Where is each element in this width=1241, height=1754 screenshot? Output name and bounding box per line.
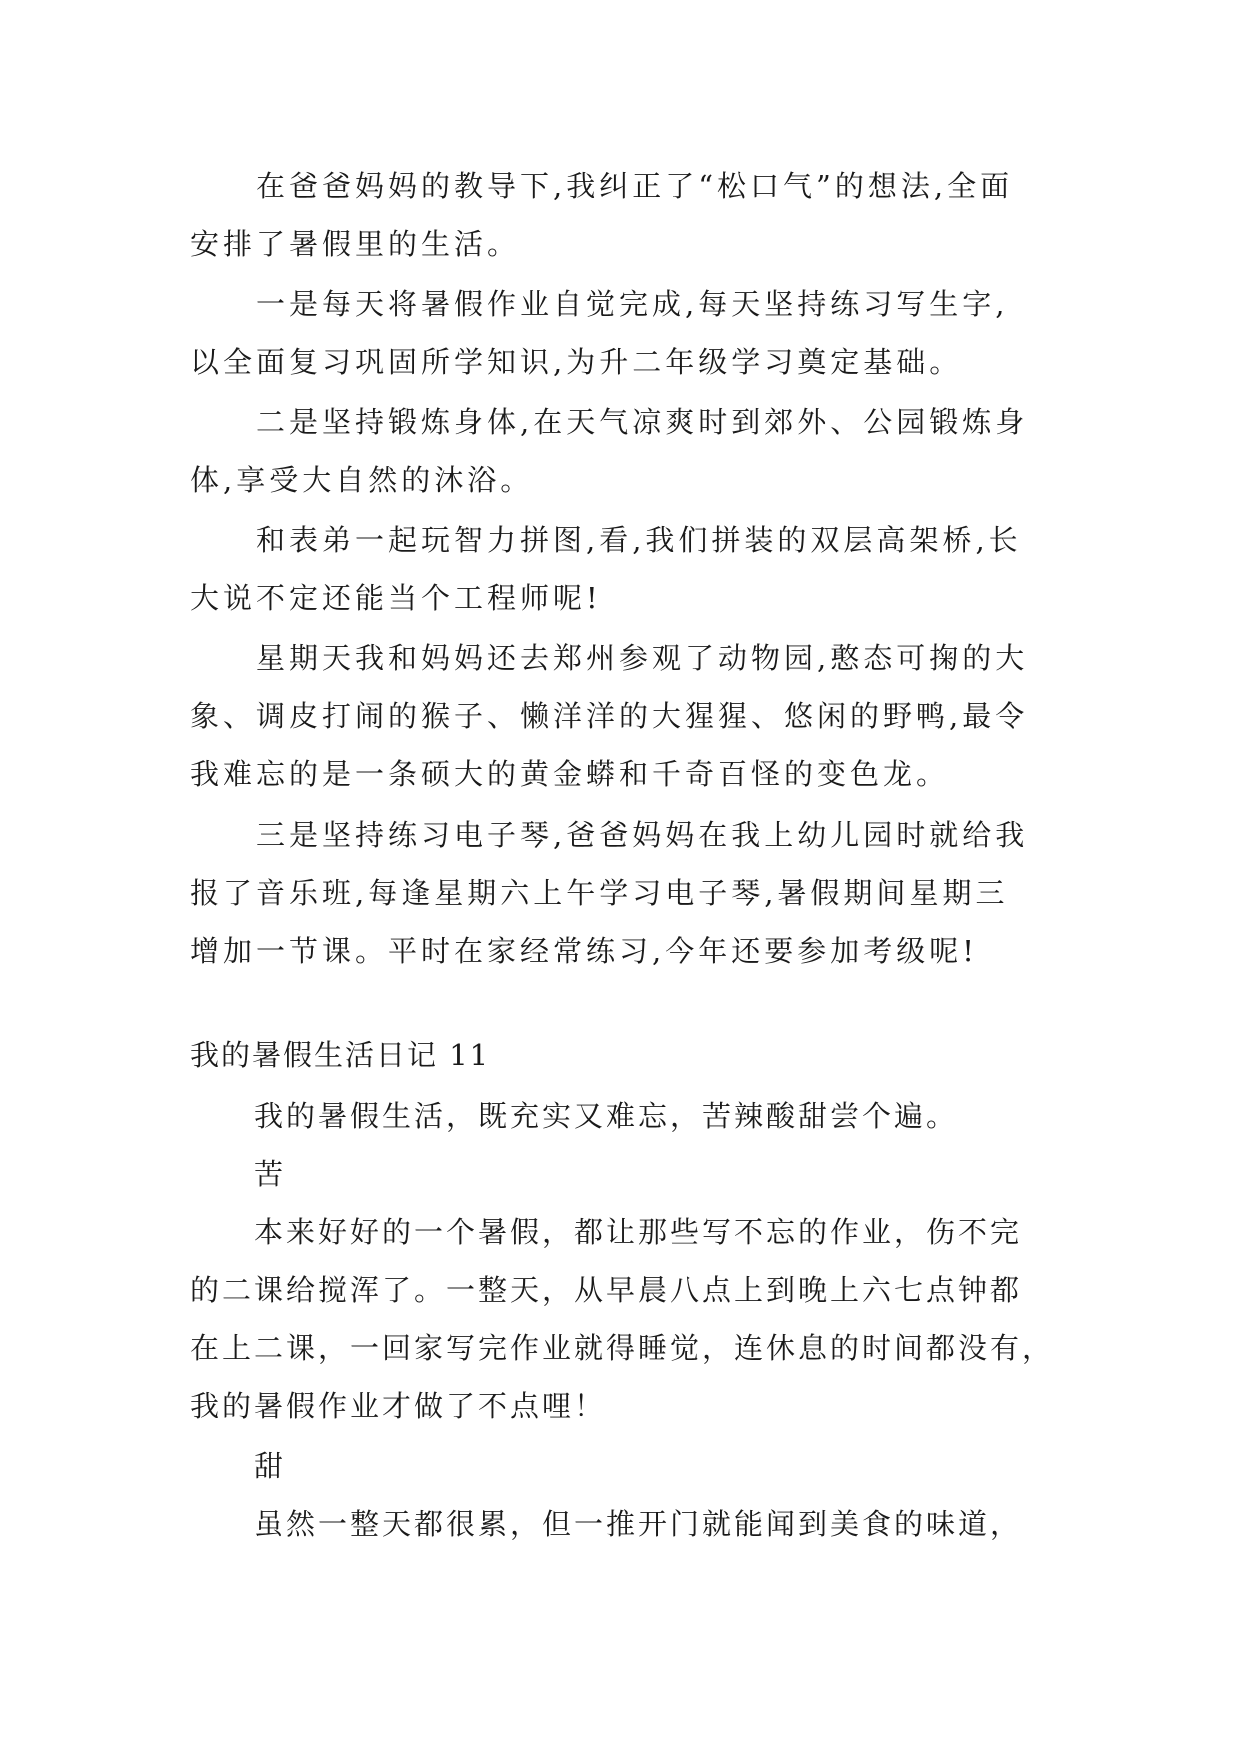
- section-heading: 我的暑假生活日记 11: [190, 1038, 491, 1072]
- paragraph: [190, 1087, 1050, 1145]
- text-line: 本来好好的一个暑假，都让那些写不忘的作业，伤不完: [190, 1215, 1023, 1249]
- paragraph: [190, 275, 1050, 391]
- text-line: 在爸爸妈妈的教导下,我纠正了“松口气”的想法,全面: [190, 169, 1014, 203]
- paragraph: [190, 511, 1050, 627]
- text-line: 二是坚持锻炼身体,在天气凉爽时到郊外、公园锻炼身: [190, 405, 1029, 439]
- text-line: 在上二课，一回家写完作业就得睡觉，连休息的时间都没有，: [190, 1331, 1055, 1365]
- paragraph: [190, 1495, 1050, 1553]
- text-line: 大说不定还能当个工程师呢!: [190, 581, 602, 615]
- text-line: 星期天我和妈妈还去郑州参观了动物园,憨态可掬的大: [190, 641, 1029, 675]
- text-line: 和表弟一起玩智力拼图,看,我们拼装的双层高架桥,长: [190, 523, 1022, 557]
- text-line: 我的暑假作业才做了不点哩！: [190, 1389, 607, 1423]
- text-line: 我的暑假生活，既充实又难忘，苦辣酸甜尝个遍。: [190, 1099, 959, 1133]
- text-line: 三是坚持练习电子琴,爸爸妈妈在我上幼儿园时就给我: [190, 818, 1029, 852]
- paragraph: [190, 806, 1050, 980]
- text-line: 甜: [190, 1449, 287, 1483]
- text-line: 体,享受大自然的沐浴。: [190, 463, 534, 497]
- subheading: [190, 1437, 1050, 1495]
- text-line: 象、调皮打闹的猴子、懒洋洋的大猩猩、悠闲的野鸭,最令: [190, 699, 1029, 733]
- paragraph: [190, 393, 1050, 509]
- text-line: 以全面复习巩固所学知识,为升二年级学习奠定基础。: [190, 345, 963, 379]
- text-line: 我难忘的是一条硕大的黄金蟒和千奇百怪的变色龙。: [190, 757, 950, 791]
- text-line: 苦: [190, 1157, 287, 1191]
- text-line: 一是每天将暑假作业自觉完成,每天坚持练习写生字,: [190, 287, 1009, 321]
- text-line: 虽然一整天都很累，但一推开门就能闻到美食的味道，: [190, 1507, 1023, 1541]
- text-line: 增加一节课。平时在家经常练习,今年还要参加考级呢!: [190, 934, 978, 968]
- text-line: 报了音乐班,每逢星期六上午学习电子琴,暑假期间星期三: [190, 876, 1009, 910]
- paragraph: [190, 157, 1050, 273]
- subheading: [190, 1145, 1050, 1203]
- paragraph: [190, 1203, 1055, 1435]
- text-line: 的二课给搅浑了。一整天，从早晨八点上到晚上六七点钟都: [190, 1273, 1023, 1307]
- text-line: 安排了暑假里的生活。: [190, 227, 521, 261]
- paragraph: [190, 629, 1050, 803]
